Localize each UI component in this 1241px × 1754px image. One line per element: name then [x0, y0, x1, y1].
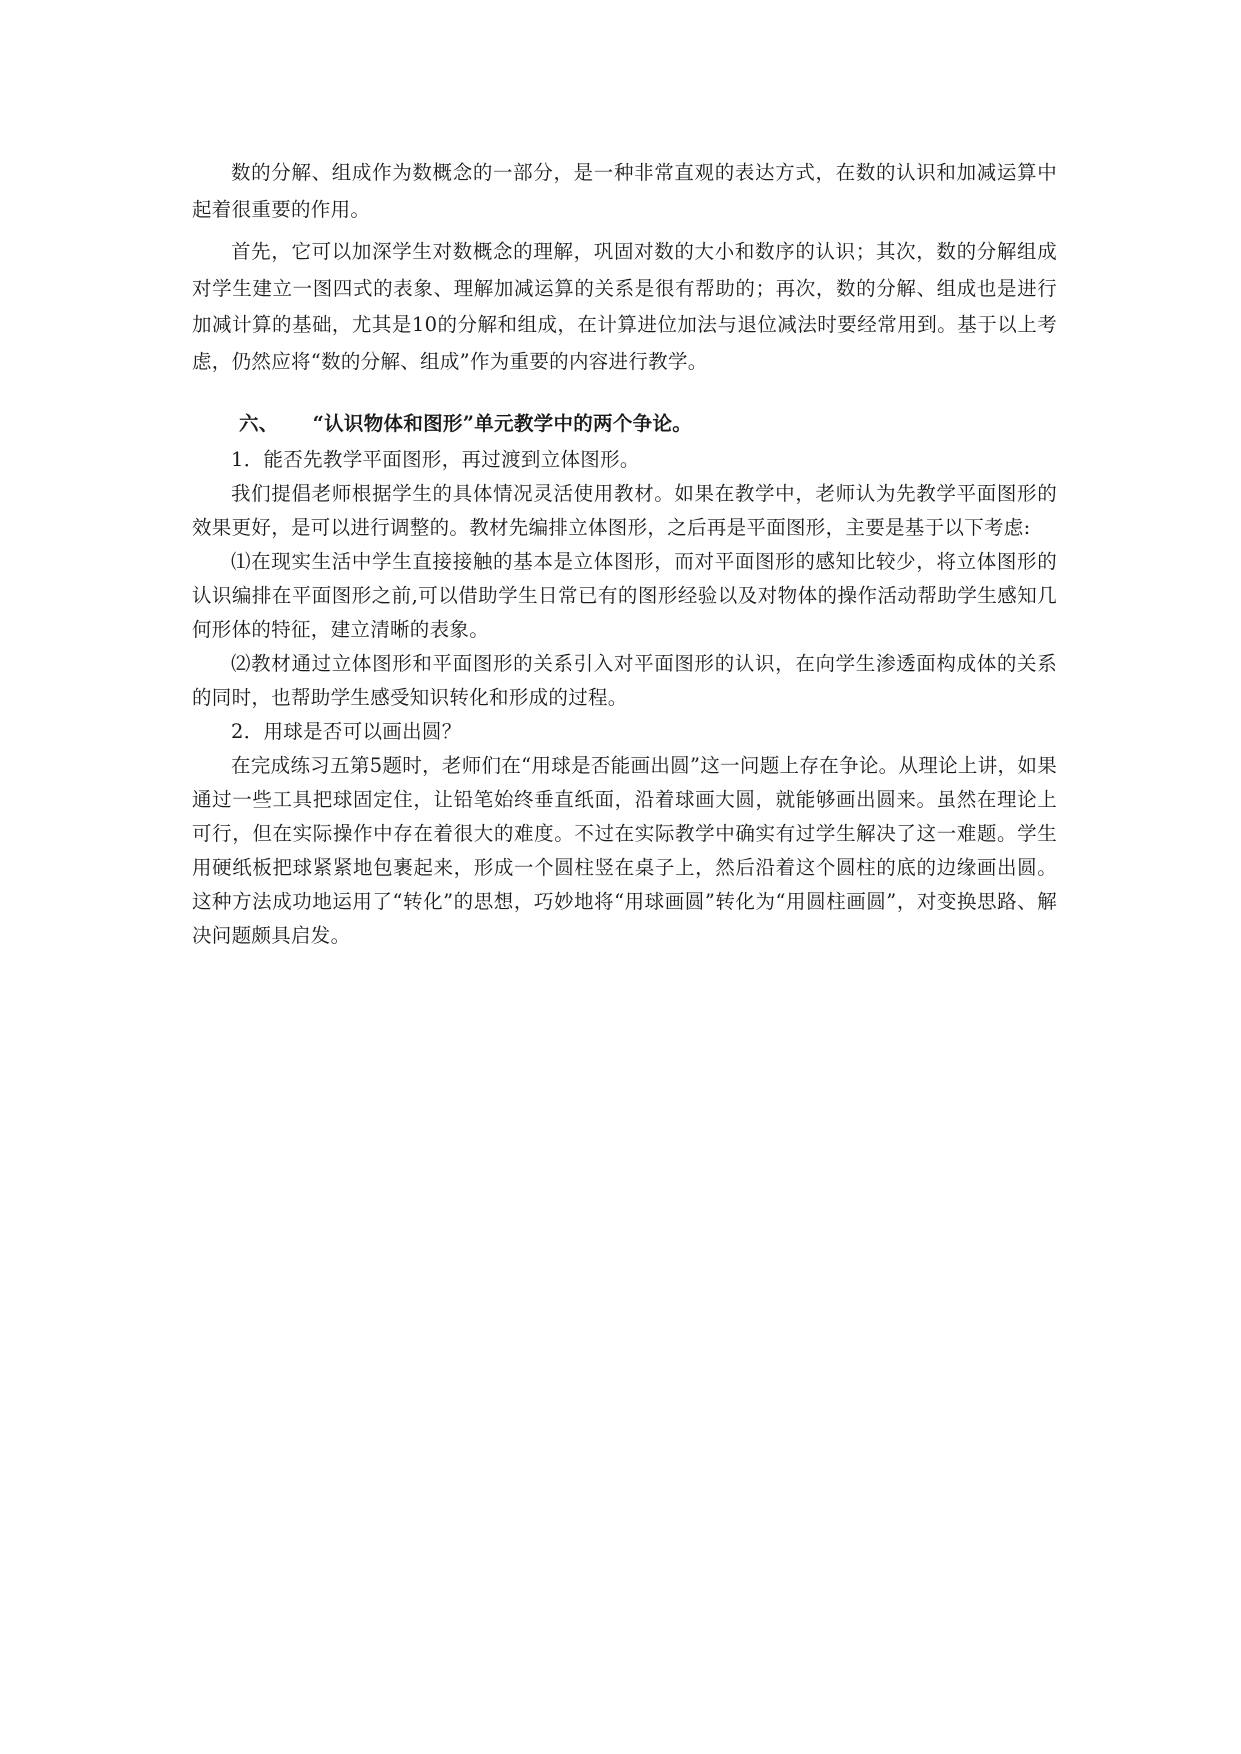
question-1-paragraph-1: 我们提倡老师根据学生的具体情况灵活使用教材。如果在教学中，老师认为先教学平面图形的效果更好，是可以进行调整的。教材先编排立体图形，之后再是平面图形，主要是基于以下考虑: [192, 481, 1057, 539]
question-2-paragraph-1: 在完成练习五第5题时，老师们在“用球是否能画出圆”这一问题上存在争论。从理论上讲，如果通过一些工具把球固定住，让铅笔始终垂直纸面，沿着球画大圆，就能够画出圆来。虽然在理论上可行，但在实际操作中存在着很大的难度。不过在实际教学中确实有过学生解决了这一难题。学生用硬纸板把球紧紧地包裹起来，形成一个圆柱竖在桌子上，然后沿着这个圆柱的底的边缘画出圆。这种方法成功地运用了“转化”的思想，巧妙地将“用球画圆”转化为“用圆柱画圆”，对变换思路、解决问题颇具启发。 [192, 753, 1057, 947]
question-2-title: 2．用球是否可以画出圆？ [231, 719, 462, 743]
intro-paragraph-2: 首先，它可以加深学生对数概念的理解，巩固对数的大小和数序的认识；其次，数的分解组成对学生建立一图四式的表象、理解加减运算的关系是很有帮助的；再次，数的分解、组成也是进行加减计算的基础，尤其是10的分解和组成，在计算进位加法与退位减法时要经常用到。基于以上考虑，仍然应将“数的分解、组成”作为重要的内容进行教学。 [192, 240, 1057, 373]
section-heading [192, 406, 1057, 443]
question-1-point-2: ⑵教材通过立体图形和平面图形的关系引入对平面图形的认识，在向学生渗透面构成体的关系的同时，也帮助学生感受知识转化和形成的过程。 [192, 651, 1057, 709]
section-number: 六、 [239, 412, 279, 435]
question-1-point-1: ⑴在现实生活中学生直接接触的基本是立体图形，而对平面图形的感知比较少，将立体图形的认识编排在平面图形之前,可以借助学生日常已有的图形经验以及对物体的操作活动帮助学生感知几何形体的特征，建立清晰的表象。 [192, 549, 1057, 641]
document-page [192, 155, 1057, 953]
intro-paragraph-1: 数的分解、组成作为数概念的一部分，是一种非常直观的表达方式，在数的认识和加减运算中起着很重要的作用。 [192, 161, 1057, 221]
section-title: “认识物体和图形”单元教学中的两个争论。 [312, 412, 693, 435]
question-1-title: 1．能否先教学平面图形，再过渡到立体图形。 [231, 447, 640, 471]
